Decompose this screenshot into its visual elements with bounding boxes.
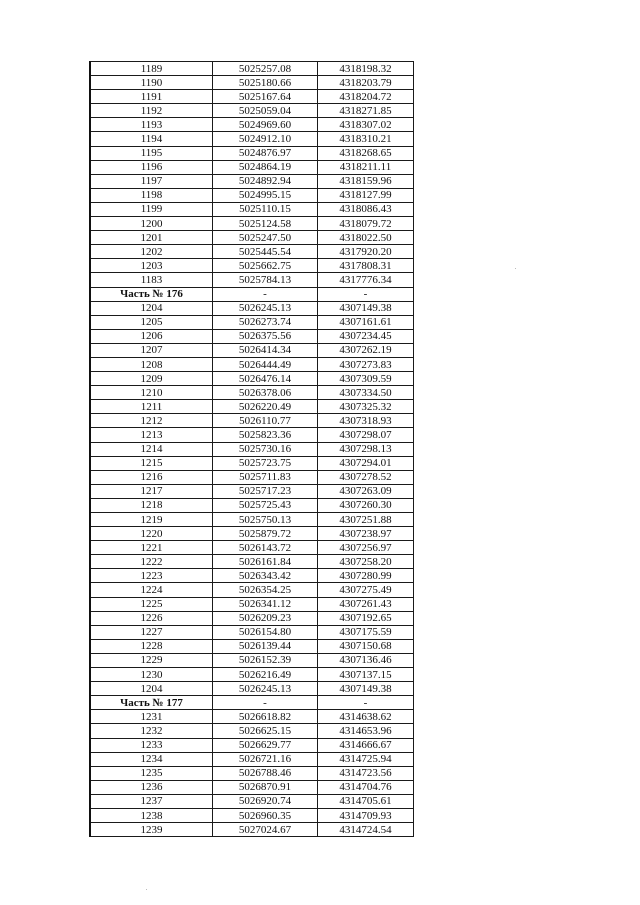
table-row: [90, 202, 414, 216]
point-number-cell: 1236: [90, 780, 213, 794]
point-number-cell: 1227: [90, 625, 213, 639]
y-coordinate-cell: 4307334.50: [318, 386, 414, 400]
y-coordinate-cell: 4307258.20: [318, 555, 414, 569]
y-coordinate-cell: 4318211.11: [318, 160, 414, 174]
x-coordinate-cell: 5025750.13: [213, 513, 318, 527]
y-coordinate-cell: 4318203.79: [318, 76, 414, 90]
y-coordinate-cell: 4317776.34: [318, 273, 414, 287]
table-row: [90, 414, 414, 428]
table-row: [90, 724, 414, 738]
table-row: [90, 653, 414, 667]
point-number-cell: 1198: [90, 188, 213, 202]
y-coordinate-cell: -: [318, 696, 414, 710]
y-coordinate-cell: 4318307.02: [318, 118, 414, 132]
point-number-cell: 1195: [90, 146, 213, 160]
point-number-cell: 1196: [90, 160, 213, 174]
y-coordinate-cell: -: [318, 287, 414, 301]
x-coordinate-cell: 5025725.43: [213, 498, 318, 512]
point-number-cell: 1229: [90, 653, 213, 667]
x-coordinate-cell: 5026161.84: [213, 555, 318, 569]
y-coordinate-cell: 4307278.52: [318, 470, 414, 484]
point-number-cell: 1235: [90, 766, 213, 780]
y-coordinate-cell: 4307275.49: [318, 583, 414, 597]
x-coordinate-cell: 5025257.08: [213, 62, 318, 76]
table-row: [90, 329, 414, 343]
point-number-cell: 1183: [90, 273, 213, 287]
table-row: [90, 301, 414, 315]
y-coordinate-cell: 4307192.65: [318, 611, 414, 625]
y-coordinate-cell: 4307175.59: [318, 625, 414, 639]
point-number-cell: 1234: [90, 752, 213, 766]
y-coordinate-cell: 4318310.21: [318, 132, 414, 146]
point-number-cell: 1204: [90, 682, 213, 696]
table-row: [90, 174, 414, 188]
x-coordinate-cell: 5026152.39: [213, 653, 318, 667]
point-number-cell: 1189: [90, 62, 213, 76]
y-coordinate-cell: 4307136.46: [318, 653, 414, 667]
x-coordinate-cell: 5026110.77: [213, 414, 318, 428]
y-coordinate-cell: 4318198.32: [318, 62, 414, 76]
y-coordinate-cell: 4314725.94: [318, 752, 414, 766]
table-row: [90, 456, 414, 470]
x-coordinate-cell: 5026343.42: [213, 569, 318, 583]
table-row: [90, 315, 414, 329]
point-number-cell: 1228: [90, 639, 213, 653]
x-coordinate-cell: 5026220.49: [213, 400, 318, 414]
x-coordinate-cell: 5024995.15: [213, 188, 318, 202]
table-row: [90, 625, 414, 639]
x-coordinate-cell: 5026354.25: [213, 583, 318, 597]
y-coordinate-cell: 4307318.93: [318, 414, 414, 428]
point-number-cell: 1219: [90, 513, 213, 527]
point-number-cell: 1217: [90, 484, 213, 498]
y-coordinate-cell: 4307325.32: [318, 400, 414, 414]
point-number-cell: 1230: [90, 668, 213, 682]
x-coordinate-cell: 5025711.83: [213, 470, 318, 484]
x-coordinate-cell: 5026870.91: [213, 780, 318, 794]
table-row: [90, 428, 414, 442]
y-coordinate-cell: 4314723.56: [318, 766, 414, 780]
point-number-cell: 1232: [90, 724, 213, 738]
x-coordinate-cell: 5025879.72: [213, 527, 318, 541]
point-number-cell: 1221: [90, 541, 213, 555]
table-row: [90, 611, 414, 625]
point-number-cell: 1206: [90, 329, 213, 343]
table-row: [90, 259, 414, 273]
x-coordinate-cell: 5026960.35: [213, 808, 318, 822]
x-coordinate-cell: -: [213, 287, 318, 301]
table-row: [90, 780, 414, 794]
table-row: [90, 217, 414, 231]
y-coordinate-cell: 4318079.72: [318, 217, 414, 231]
point-number-cell: 1201: [90, 231, 213, 245]
table-row: [90, 62, 414, 76]
x-coordinate-cell: 5026378.06: [213, 386, 318, 400]
table-row: [90, 583, 414, 597]
x-coordinate-cell: 5025823.36: [213, 428, 318, 442]
y-coordinate-cell: 4307137.15: [318, 668, 414, 682]
x-coordinate-cell: 5026629.77: [213, 738, 318, 752]
x-coordinate-cell: 5026245.13: [213, 682, 318, 696]
point-number-cell: 1205: [90, 315, 213, 329]
x-coordinate-cell: 5025167.64: [213, 90, 318, 104]
y-coordinate-cell: 4307309.59: [318, 372, 414, 386]
table-row: [90, 808, 414, 822]
x-coordinate-cell: 5025124.58: [213, 217, 318, 231]
y-coordinate-cell: 4307238.97: [318, 527, 414, 541]
x-coordinate-cell: 5025059.04: [213, 104, 318, 118]
y-coordinate-cell: 4307251.88: [318, 513, 414, 527]
x-coordinate-cell: 5026618.82: [213, 710, 318, 724]
point-number-cell: 1208: [90, 357, 213, 371]
x-coordinate-cell: 5026209.23: [213, 611, 318, 625]
table-row: [90, 639, 414, 653]
point-number-cell: 1224: [90, 583, 213, 597]
table-row: [90, 386, 414, 400]
table-row: [90, 752, 414, 766]
x-coordinate-cell: 5026154.80: [213, 625, 318, 639]
x-coordinate-cell: 5025717.23: [213, 484, 318, 498]
point-number-cell: 1215: [90, 456, 213, 470]
table-row: [90, 470, 414, 484]
x-coordinate-cell: 5025110.15: [213, 202, 318, 216]
point-number-cell: 1200: [90, 217, 213, 231]
table-row: [90, 710, 414, 724]
table-row: [90, 90, 414, 104]
x-coordinate-cell: 5025784.13: [213, 273, 318, 287]
point-number-cell: 1239: [90, 823, 213, 837]
point-number-cell: 1233: [90, 738, 213, 752]
x-coordinate-cell: 5026414.34: [213, 343, 318, 357]
x-coordinate-cell: 5026139.44: [213, 639, 318, 653]
table-row: [90, 668, 414, 682]
x-coordinate-cell: 5025730.16: [213, 442, 318, 456]
table-row: [90, 231, 414, 245]
x-coordinate-cell: 5026273.74: [213, 315, 318, 329]
y-coordinate-cell: 4318022.50: [318, 231, 414, 245]
point-number-cell: 1226: [90, 611, 213, 625]
x-coordinate-cell: 5026444.49: [213, 357, 318, 371]
point-number-cell: 1191: [90, 90, 213, 104]
y-coordinate-cell: 4314705.61: [318, 794, 414, 808]
table-row: [90, 569, 414, 583]
point-number-cell: 1212: [90, 414, 213, 428]
point-number-cell: Часть № 177: [90, 696, 213, 710]
point-number-cell: 1222: [90, 555, 213, 569]
x-coordinate-cell: 5026375.56: [213, 329, 318, 343]
point-number-cell: 1199: [90, 202, 213, 216]
point-number-cell: 1190: [90, 76, 213, 90]
x-coordinate-cell: 5026341.12: [213, 597, 318, 611]
table-row: [90, 555, 414, 569]
point-number-cell: 1223: [90, 569, 213, 583]
point-number-cell: 1211: [90, 400, 213, 414]
point-number-cell: 1193: [90, 118, 213, 132]
table-row: [90, 823, 414, 837]
point-number-cell: Часть № 176: [90, 287, 213, 301]
x-coordinate-cell: 5026920.74: [213, 794, 318, 808]
x-coordinate-cell: 5026625.15: [213, 724, 318, 738]
y-coordinate-cell: 4318159.96: [318, 174, 414, 188]
table-row: [90, 372, 414, 386]
point-number-cell: 1202: [90, 245, 213, 259]
x-coordinate-cell: 5026788.46: [213, 766, 318, 780]
y-coordinate-cell: 4307262.19: [318, 343, 414, 357]
x-coordinate-cell: 5026143.72: [213, 541, 318, 555]
y-coordinate-cell: 4307263.09: [318, 484, 414, 498]
y-coordinate-cell: 4307161.61: [318, 315, 414, 329]
table-row: [90, 766, 414, 780]
point-number-cell: 1225: [90, 597, 213, 611]
y-coordinate-cell: 4314638.62: [318, 710, 414, 724]
point-number-cell: 1209: [90, 372, 213, 386]
x-coordinate-cell: 5025662.75: [213, 259, 318, 273]
x-coordinate-cell: 5025180.66: [213, 76, 318, 90]
point-number-cell: 1231: [90, 710, 213, 724]
y-coordinate-cell: 4307298.07: [318, 428, 414, 442]
y-coordinate-cell: 4314653.96: [318, 724, 414, 738]
y-coordinate-cell: 4307294.01: [318, 456, 414, 470]
table-row: [90, 442, 414, 456]
x-coordinate-cell: 5025723.75: [213, 456, 318, 470]
scan-speck: [515, 268, 516, 269]
point-number-cell: 1216: [90, 470, 213, 484]
y-coordinate-cell: 4307149.38: [318, 301, 414, 315]
section-header-row: [90, 696, 414, 710]
point-number-cell: 1214: [90, 442, 213, 456]
y-coordinate-cell: 4318271.85: [318, 104, 414, 118]
y-coordinate-cell: 4307261.43: [318, 597, 414, 611]
y-coordinate-cell: 4317808.31: [318, 259, 414, 273]
point-number-cell: 1192: [90, 104, 213, 118]
table-row: [90, 343, 414, 357]
table-row: [90, 400, 414, 414]
point-number-cell: 1194: [90, 132, 213, 146]
table-row: [90, 527, 414, 541]
table-row: [90, 273, 414, 287]
y-coordinate-cell: 4314666.67: [318, 738, 414, 752]
table-row: [90, 118, 414, 132]
point-number-cell: 1210: [90, 386, 213, 400]
coordinates-table: [89, 61, 414, 837]
x-coordinate-cell: 5024864.19: [213, 160, 318, 174]
y-coordinate-cell: 4318268.65: [318, 146, 414, 160]
point-number-cell: 1220: [90, 527, 213, 541]
point-number-cell: 1204: [90, 301, 213, 315]
x-coordinate-cell: 5024892.94: [213, 174, 318, 188]
table-row: [90, 498, 414, 512]
x-coordinate-cell: 5024876.97: [213, 146, 318, 160]
table-row: [90, 357, 414, 371]
x-coordinate-cell: 5026216.49: [213, 668, 318, 682]
x-coordinate-cell: -: [213, 696, 318, 710]
point-number-cell: 1238: [90, 808, 213, 822]
point-number-cell: 1218: [90, 498, 213, 512]
point-number-cell: 1197: [90, 174, 213, 188]
x-coordinate-cell: 5026476.14: [213, 372, 318, 386]
table-row: [90, 245, 414, 259]
table-row: [90, 76, 414, 90]
x-coordinate-cell: 5024912.10: [213, 132, 318, 146]
y-coordinate-cell: 4307149.38: [318, 682, 414, 696]
x-coordinate-cell: 5025247.50: [213, 231, 318, 245]
y-coordinate-cell: 4318127.99: [318, 188, 414, 202]
coordinates-table-body: [90, 62, 414, 837]
scan-speck: [146, 889, 147, 890]
y-coordinate-cell: 4307260.30: [318, 498, 414, 512]
table-row: [90, 104, 414, 118]
section-header-row: [90, 287, 414, 301]
table-row: [90, 188, 414, 202]
table-row: [90, 513, 414, 527]
table-row: [90, 541, 414, 555]
point-number-cell: 1207: [90, 343, 213, 357]
x-coordinate-cell: 5026245.13: [213, 301, 318, 315]
y-coordinate-cell: 4307150.68: [318, 639, 414, 653]
table-row: [90, 794, 414, 808]
y-coordinate-cell: 4314724.54: [318, 823, 414, 837]
x-coordinate-cell: 5025445.54: [213, 245, 318, 259]
x-coordinate-cell: 5024969.60: [213, 118, 318, 132]
point-number-cell: 1237: [90, 794, 213, 808]
y-coordinate-cell: 4314709.93: [318, 808, 414, 822]
y-coordinate-cell: 4318086.43: [318, 202, 414, 216]
y-coordinate-cell: 4314704.76: [318, 780, 414, 794]
y-coordinate-cell: 4317920.20: [318, 245, 414, 259]
y-coordinate-cell: 4307273.83: [318, 357, 414, 371]
table-row: [90, 146, 414, 160]
table-row: [90, 597, 414, 611]
table-row: [90, 160, 414, 174]
y-coordinate-cell: 4307298.13: [318, 442, 414, 456]
point-number-cell: 1213: [90, 428, 213, 442]
table-row: [90, 682, 414, 696]
point-number-cell: 1203: [90, 259, 213, 273]
x-coordinate-cell: 5026721.16: [213, 752, 318, 766]
table-row: [90, 132, 414, 146]
table-row: [90, 738, 414, 752]
y-coordinate-cell: 4318204.72: [318, 90, 414, 104]
y-coordinate-cell: 4307256.97: [318, 541, 414, 555]
x-coordinate-cell: 5027024.67: [213, 823, 318, 837]
y-coordinate-cell: 4307280.99: [318, 569, 414, 583]
table-row: [90, 484, 414, 498]
y-coordinate-cell: 4307234.45: [318, 329, 414, 343]
